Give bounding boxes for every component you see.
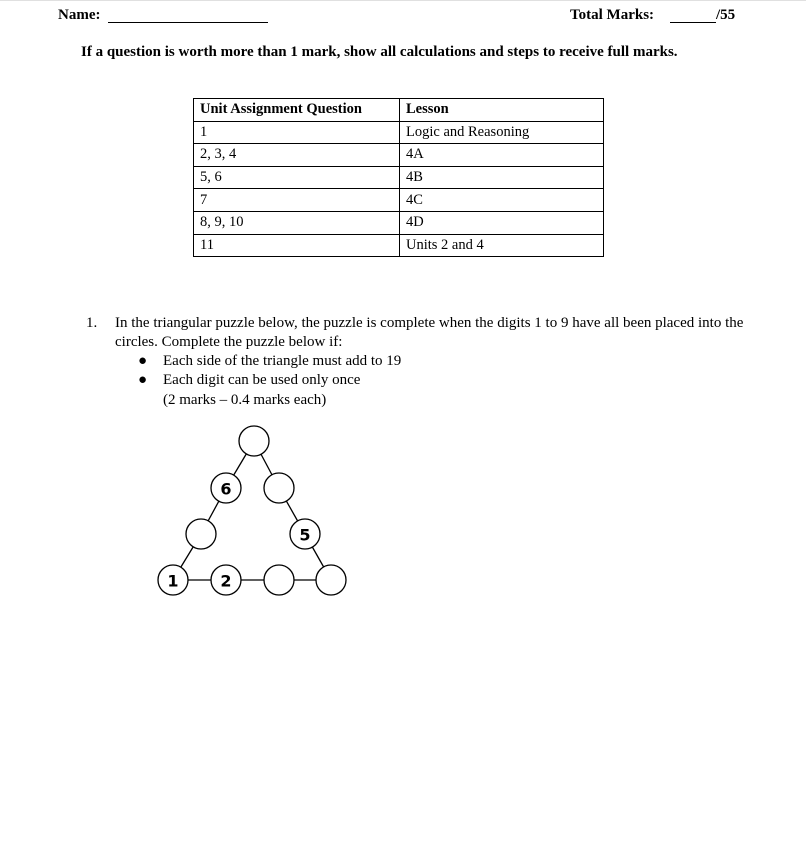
- table-row: [194, 189, 604, 212]
- puzzle-value-bottom-mid1: 2: [220, 571, 232, 591]
- name-label: Name:: [58, 7, 101, 23]
- instructions: If a question is worth more than 1 mark, show all calculations and steps to receive full marks.: [81, 44, 678, 60]
- table-row: [194, 144, 604, 167]
- question-text: In the triangular puzzle below, the puzzle is complete when the digits 1 to 9 have all been placed into the circles. Complete the puzzle below if:: [115, 315, 744, 350]
- cell-lesson: 4A: [400, 144, 604, 167]
- bullet-text: Each digit can be used only once: [163, 372, 361, 388]
- cell-lesson: 4D: [400, 211, 604, 234]
- puzzle-circle-left-lower[interactable]: [186, 519, 216, 549]
- page-top-border: [0, 0, 806, 1]
- cell-question: 8, 9, 10: [194, 211, 400, 234]
- table-row: [194, 211, 604, 234]
- triangle-puzzle: [150, 420, 360, 605]
- marks-note: (2 marks – 0.4 marks each): [163, 392, 327, 408]
- lesson-table: [193, 98, 604, 257]
- puzzle-value-right-lower: 5: [299, 525, 311, 545]
- table-row: [194, 121, 604, 144]
- name-field-line[interactable]: [108, 22, 268, 23]
- table-row: [194, 234, 604, 257]
- cell-lesson: Logic and Reasoning: [400, 121, 604, 144]
- bullet-icon: ●: [138, 353, 148, 369]
- cell-lesson: Units 2 and 4: [400, 234, 604, 257]
- cell-lesson: 4B: [400, 166, 604, 189]
- bullet-text: Each side of the triangle must add to 19: [163, 353, 402, 369]
- puzzle-circle-bottom-right[interactable]: [316, 565, 346, 595]
- header-lesson: Lesson: [400, 99, 604, 122]
- cell-question: 5, 6: [194, 166, 400, 189]
- cell-question: 11: [194, 234, 400, 257]
- bullet-icon: ●: [138, 372, 148, 388]
- total-marks-field-line[interactable]: [670, 22, 716, 23]
- puzzle-circle-right-upper[interactable]: [264, 473, 294, 503]
- table-row: [194, 166, 604, 189]
- puzzle-circle-bottom-mid2[interactable]: [264, 565, 294, 595]
- cell-question: 1: [194, 121, 400, 144]
- puzzle-value-left-upper: 6: [220, 479, 232, 499]
- total-marks-value: /55: [716, 7, 736, 23]
- cell-question: 2, 3, 4: [194, 144, 400, 167]
- puzzle-circle-top[interactable]: [239, 426, 269, 456]
- cell-question: 7: [194, 189, 400, 212]
- lesson-table-header: [194, 99, 604, 122]
- header-question: Unit Assignment Question: [194, 99, 400, 122]
- question-number: 1.: [86, 315, 98, 331]
- puzzle-value-bottom-left: 1: [167, 571, 179, 591]
- cell-lesson: 4C: [400, 189, 604, 212]
- total-marks-label: Total Marks:: [570, 7, 655, 23]
